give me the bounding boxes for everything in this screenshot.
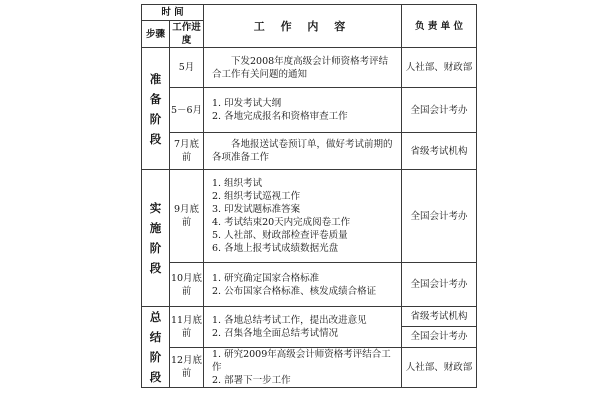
- responsible-unit: 省级考试机构: [402, 307, 477, 327]
- work-content: [204, 263, 402, 307]
- phase-label-char: 准: [149, 71, 162, 86]
- table-row: [142, 133, 477, 170]
- progress-cell: 10月底前: [170, 263, 204, 307]
- progress-cell: 9月底前: [170, 170, 204, 263]
- work-content: [204, 88, 402, 133]
- progress-cell: 11月底前: [170, 307, 204, 348]
- progress-cell: 7月底前: [170, 133, 204, 170]
- phase-label-char: 段: [149, 370, 162, 384]
- table-row: [142, 307, 477, 327]
- responsible-unit: 全国会计考办: [402, 263, 477, 307]
- work-content-line: 1. 研究确定国家合格标准: [212, 272, 320, 284]
- schedule-table: [141, 4, 477, 388]
- work-content-line: 1. 印发考试大纲: [212, 98, 282, 109]
- work-content-line: 6. 各地上报考试成绩数据光盘: [212, 243, 339, 254]
- table-row: [142, 170, 477, 263]
- work-content-line: 3. 印发试题标准答案: [212, 204, 301, 215]
- work-content-line: 2. 部署下一步工作: [212, 374, 291, 386]
- phase-label: [142, 48, 170, 170]
- phase-label-char: 阶: [149, 241, 162, 255]
- responsible-unit: 人社部、财政部: [402, 48, 477, 88]
- work-content: [204, 48, 402, 88]
- phase-label-char: 阶: [149, 111, 162, 126]
- phase-label: [142, 170, 170, 307]
- header-content: 工 作 内 容: [204, 5, 402, 48]
- work-content-line: 2. 各地完成报名和资格审查工作: [212, 111, 348, 122]
- header-progress: 工作进度: [170, 21, 204, 48]
- work-content-line: 2. 组织考试巡视工作: [212, 191, 301, 202]
- responsible-unit: 全国会计考办: [402, 88, 477, 133]
- progress-cell: 5月: [170, 48, 204, 88]
- table-row: [142, 347, 477, 388]
- phase-label-char: 施: [149, 221, 162, 235]
- work-content: [204, 133, 402, 170]
- phase-label-char: 实: [149, 201, 162, 215]
- phase-label-char: 段: [149, 261, 162, 275]
- work-content-line: 2. 公布国家合格标准、核发成绩合格证: [212, 285, 377, 297]
- responsible-unit: 省级考试机构: [402, 133, 477, 170]
- work-content: [204, 347, 402, 388]
- responsible-unit: 人社部、财政部: [402, 347, 477, 388]
- header-unit: 负 责 单 位: [402, 5, 477, 48]
- phase-label-char: 结: [149, 330, 162, 344]
- work-content: [204, 170, 402, 263]
- header-step: 步骤: [142, 21, 170, 48]
- responsible-unit: 全国会计考办: [402, 170, 477, 263]
- work-content-line: 2. 召集各地全面总结考试情况: [212, 327, 339, 339]
- work-content-line: 4. 考试结束20天内完成阅卷工作: [212, 217, 351, 228]
- work-content-line: 1. 组织考试: [212, 178, 263, 189]
- work-content-line: 下发2008年度高级会计师资格考评结合工作有关问题的通知: [212, 55, 389, 80]
- table-row: [142, 88, 477, 133]
- phase-label-char: 阶: [149, 350, 162, 364]
- table-row: [142, 263, 477, 307]
- work-content-line: 5. 人社部、财政部检查评卷质量: [212, 230, 348, 241]
- progress-cell: 5－6月: [170, 88, 204, 133]
- phase-label-char: 备: [149, 91, 162, 106]
- progress-cell: 12月底前: [170, 347, 204, 388]
- phase-label-char: 段: [149, 131, 162, 146]
- work-content-line: 1. 各地总结考试工作，提出改进意见: [212, 314, 367, 326]
- phase-label-char: 总: [149, 310, 162, 324]
- phase-label: [142, 307, 170, 388]
- header-time: 时 间: [142, 5, 204, 21]
- responsible-unit: 全国会计考办: [402, 327, 477, 347]
- table-row: [142, 48, 477, 88]
- work-content: [204, 307, 402, 348]
- schedule-table-body: [142, 5, 477, 388]
- header-row-time: [142, 5, 477, 21]
- work-content-line: 各地报送试卷预订单，做好考试前期的各项准备工作: [212, 139, 393, 163]
- work-content-line: 1. 研究2009年高级会计师资格考评结合工作: [212, 348, 391, 373]
